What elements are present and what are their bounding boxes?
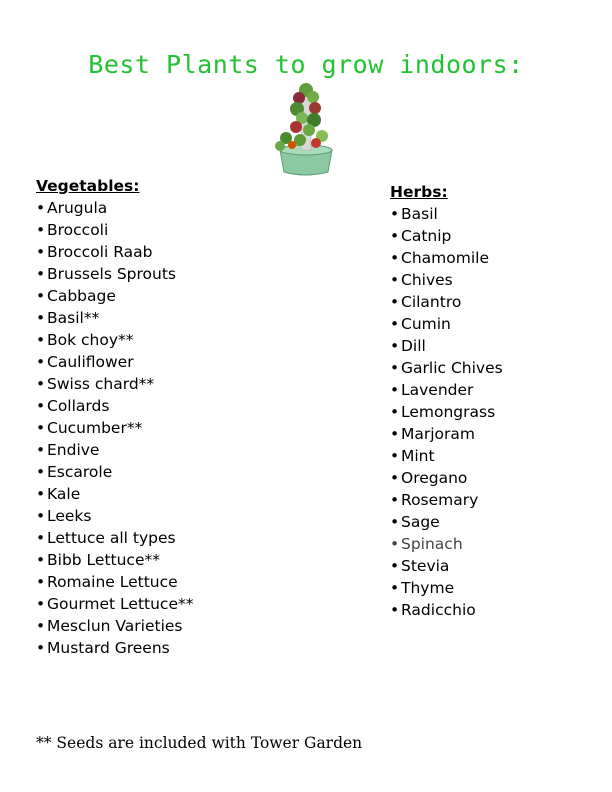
list-item-label: Bok choy**	[47, 331, 134, 349]
bullet-icon: •	[36, 573, 46, 591]
list-item-label: Broccoli Raab	[47, 243, 153, 261]
list-item	[390, 357, 590, 379]
list-item-label: Catnip	[401, 227, 452, 245]
list-item-label: Mint	[401, 447, 435, 465]
list-item	[36, 505, 336, 527]
bullet-icon: •	[36, 507, 46, 525]
list-item-label: Marjoram	[401, 425, 476, 443]
bullet-icon: •	[390, 271, 400, 289]
list-item-label: Romaine Lettuce	[47, 573, 178, 591]
list-item-label: Radicchio	[401, 601, 476, 619]
bullet-icon: •	[390, 535, 400, 553]
list-item-label: Dill	[401, 337, 426, 355]
herbs-list	[390, 203, 590, 621]
list-item-label: Lavender	[401, 381, 474, 399]
list-item-label: Sage	[401, 513, 440, 531]
bullet-icon: •	[390, 469, 400, 487]
list-item-label: Cucumber**	[47, 419, 143, 437]
bullet-icon: •	[36, 441, 46, 459]
list-item-label: Cumin	[401, 315, 451, 333]
list-item	[390, 423, 590, 445]
list-item	[390, 313, 590, 335]
list-item-label: Cilantro	[401, 293, 462, 311]
bullet-icon: •	[390, 249, 400, 267]
vegetables-heading: Vegetables:	[36, 177, 140, 195]
bullet-icon: •	[390, 359, 400, 377]
bullet-icon: •	[36, 463, 46, 481]
vegetables-list	[36, 197, 336, 659]
bullet-icon: •	[390, 205, 400, 223]
bullet-icon: •	[36, 375, 46, 393]
list-item-label: Chamomile	[401, 249, 489, 267]
list-item-label: Bibb Lettuce**	[47, 551, 160, 569]
bullet-icon: •	[390, 557, 400, 575]
tower-garden-image	[272, 80, 338, 178]
list-item	[36, 241, 336, 263]
list-item	[390, 467, 590, 489]
bullet-icon: •	[390, 337, 400, 355]
list-item	[36, 615, 336, 637]
list-item	[36, 307, 336, 329]
list-item-label: Swiss chard**	[47, 375, 155, 393]
list-item	[390, 379, 590, 401]
list-item	[36, 373, 336, 395]
list-item-label: Chives	[401, 271, 453, 289]
list-item	[390, 577, 590, 599]
bullet-icon: •	[36, 419, 46, 437]
list-item	[36, 219, 336, 241]
list-item-label: Stevia	[401, 557, 450, 575]
bullet-icon: •	[36, 221, 46, 239]
list-item	[36, 637, 336, 659]
list-item	[390, 203, 590, 225]
bullet-icon: •	[36, 287, 46, 305]
list-item-label: Oregano	[401, 469, 468, 487]
list-item-label: Mesclun Varieties	[47, 617, 183, 635]
list-item	[36, 593, 336, 615]
list-item-label: Mustard Greens	[47, 639, 170, 657]
list-item	[390, 335, 590, 357]
list-item	[390, 269, 590, 291]
list-item	[36, 571, 336, 593]
bullet-icon: •	[36, 397, 46, 415]
list-item	[390, 511, 590, 533]
list-item	[36, 197, 336, 219]
list-item-label: Thyme	[401, 579, 455, 597]
bullet-icon: •	[390, 293, 400, 311]
bullet-icon: •	[36, 485, 46, 503]
bullet-icon: •	[390, 513, 400, 531]
list-item	[390, 225, 590, 247]
list-item-label: Escarole	[47, 463, 113, 481]
list-item	[390, 247, 590, 269]
list-item-label: Broccoli	[47, 221, 109, 239]
list-item	[36, 461, 336, 483]
bullet-icon: •	[390, 601, 400, 619]
list-item	[390, 599, 590, 621]
bullet-icon: •	[390, 491, 400, 509]
list-item-label: Spinach	[401, 535, 463, 553]
list-item-label: Endive	[47, 441, 100, 459]
list-item-label: Collards	[47, 397, 110, 415]
list-item	[36, 417, 336, 439]
list-item-label: Kale	[47, 485, 81, 503]
bullet-icon: •	[36, 243, 46, 261]
bullet-icon: •	[390, 227, 400, 245]
bullet-icon: •	[36, 639, 46, 657]
list-item-label: Basil**	[47, 309, 100, 327]
list-item	[390, 489, 590, 511]
list-item-label: Lettuce all types	[47, 529, 176, 547]
vegetables-column	[36, 175, 336, 659]
list-item	[36, 439, 336, 461]
list-item-label: Cabbage	[47, 287, 116, 305]
bullet-icon: •	[36, 617, 46, 635]
herbs-heading: Herbs:	[390, 183, 448, 201]
bullet-icon: •	[390, 381, 400, 399]
list-item	[390, 445, 590, 467]
list-item-label: Gourmet Lettuce**	[47, 595, 194, 613]
herbs-column	[390, 181, 590, 621]
list-item-label: Rosemary	[401, 491, 479, 509]
list-item	[36, 483, 336, 505]
list-item-label: Cauliflower	[47, 353, 134, 371]
list-item-label: Arugula	[47, 199, 108, 217]
bullet-icon: •	[36, 353, 46, 371]
list-item	[36, 263, 336, 285]
bullet-icon: •	[390, 447, 400, 465]
list-item	[390, 291, 590, 313]
list-item	[36, 329, 336, 351]
list-item	[36, 351, 336, 373]
list-item	[36, 549, 336, 571]
list-item	[36, 285, 336, 307]
list-item	[390, 533, 590, 555]
bullet-icon: •	[36, 529, 46, 547]
list-item-label: Basil	[401, 205, 438, 223]
bullet-icon: •	[36, 265, 46, 283]
bullet-icon: •	[36, 551, 46, 569]
bullet-icon: •	[390, 403, 400, 421]
list-item-label: Lemongrass	[401, 403, 496, 421]
list-item	[36, 527, 336, 549]
list-item	[390, 401, 590, 423]
bullet-icon: •	[390, 315, 400, 333]
bullet-icon: •	[36, 309, 46, 327]
list-item-label: Leeks	[47, 507, 92, 525]
bullet-icon: •	[36, 331, 46, 349]
page-title: Best Plants to grow indoors:	[88, 50, 524, 79]
bullet-icon: •	[390, 579, 400, 597]
list-item	[36, 395, 336, 417]
list-item-label: Brussels Sprouts	[47, 265, 176, 283]
list-item	[390, 555, 590, 577]
bullet-icon: •	[36, 199, 46, 217]
bullet-icon: •	[390, 425, 400, 443]
list-item-label: Garlic Chives	[401, 359, 503, 377]
bullet-icon: •	[36, 595, 46, 613]
footnote: ** Seeds are included with Tower Garden	[36, 734, 363, 752]
